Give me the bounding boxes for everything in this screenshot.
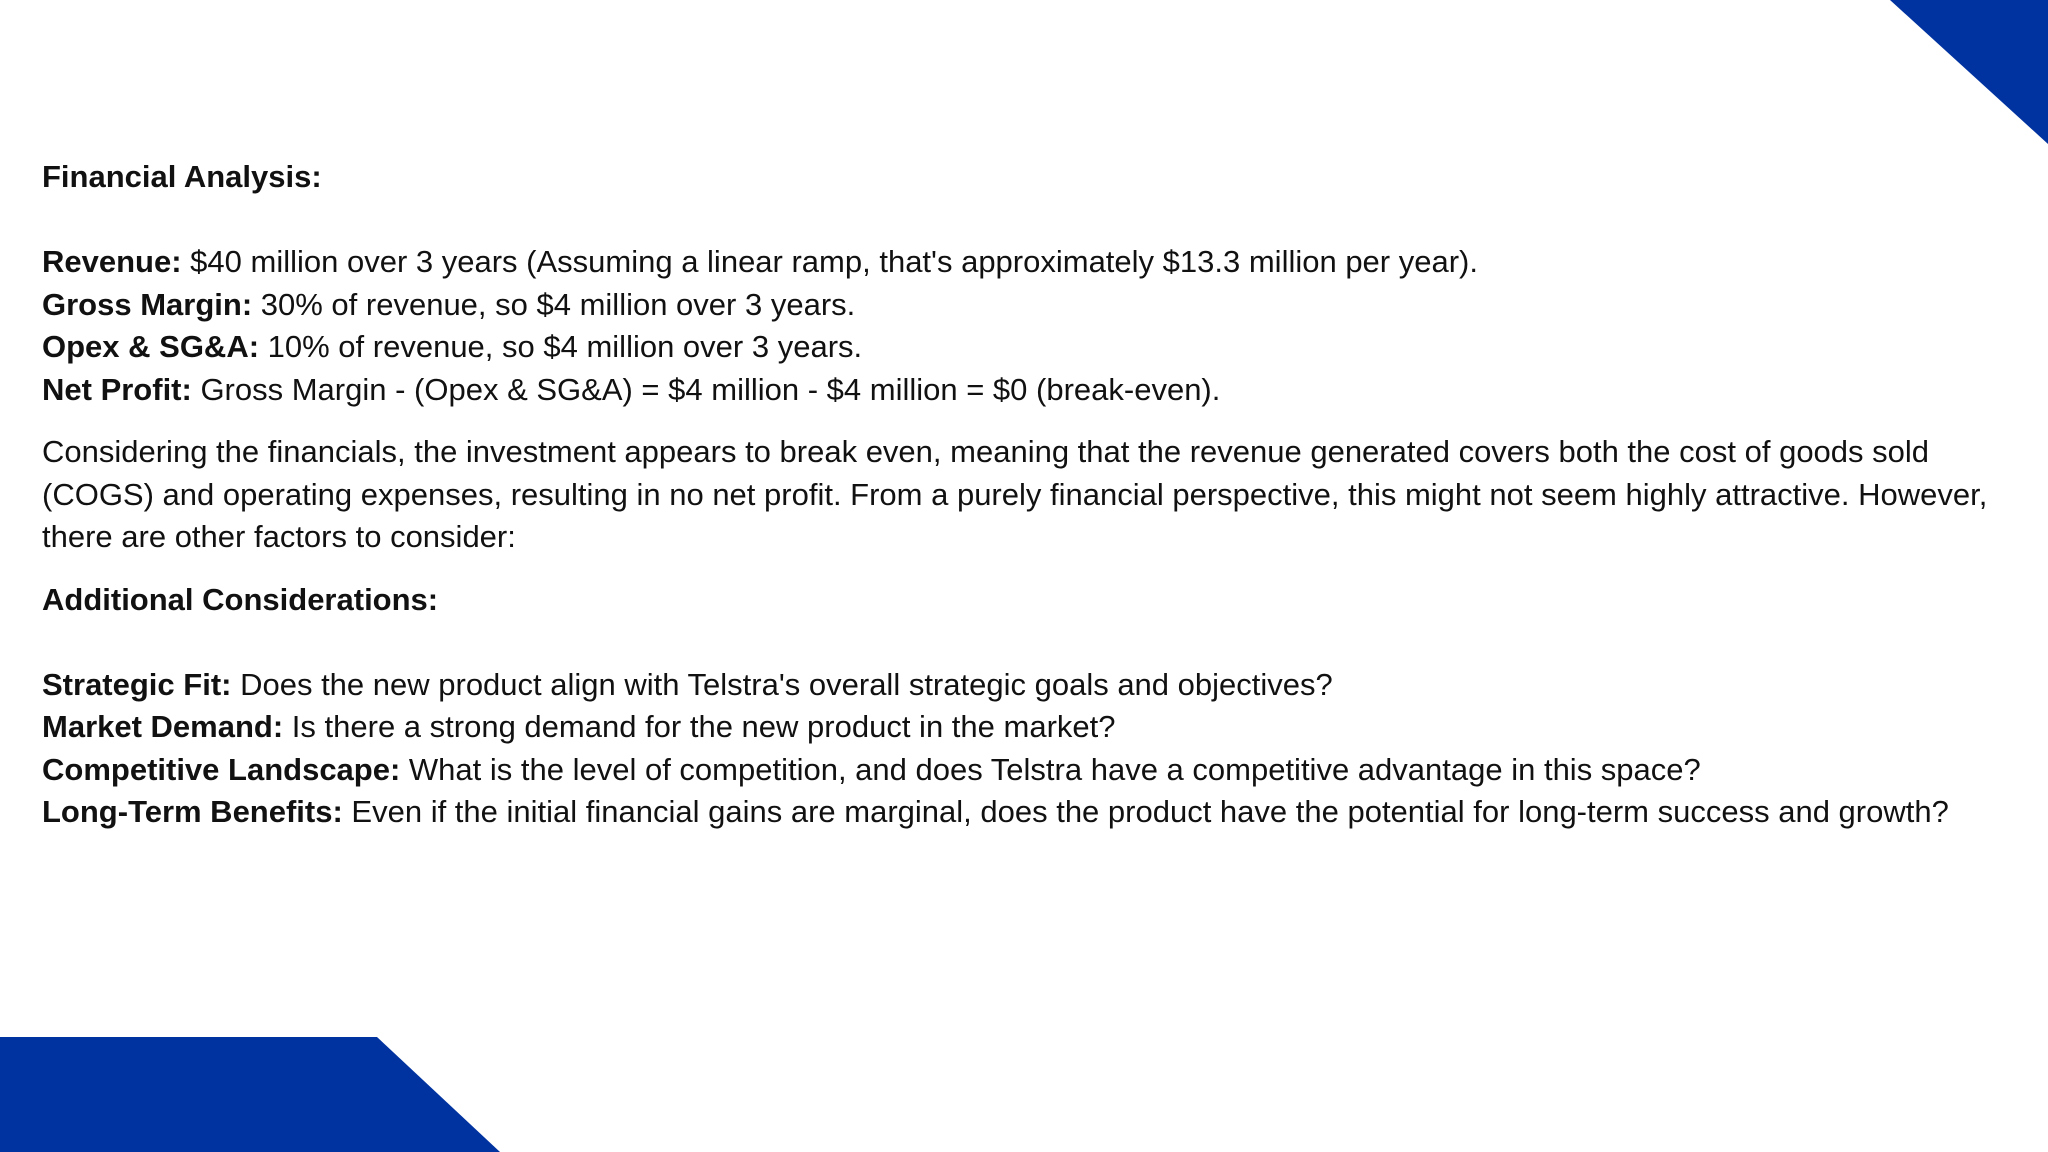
strategic-fit-text: Does the new product align with Telstra's overall strategic goals and objectives?: [231, 666, 1333, 702]
net-profit-line: [42, 369, 2032, 412]
long-term-benefits-label: Long-Term Benefits:: [42, 794, 343, 829]
net-profit-label: Net Profit:: [42, 371, 192, 407]
revenue-text: $40 million over 3 years (Assuming a linear ramp, that's approximately $13.3 million per year).: [181, 244, 1478, 279]
competitive-landscape-label: Competitive Landscape:: [42, 751, 401, 787]
gross-margin-label: Gross Margin:: [42, 286, 253, 322]
competitive-landscape-line: [42, 749, 2032, 792]
long-term-benefits-text: Even if the initial financial gains are marginal, does the product have the potential for long-term success and growth?: [342, 794, 1949, 829]
opex-text: 10% of revenue, so $4 million over 3 years.: [259, 329, 863, 364]
gross-margin-text: 30% of revenue, so $4 million over 3 years.: [252, 286, 856, 322]
market-demand-text: Is there a strong demand for the new product in the market?: [283, 709, 1116, 744]
bottom-left-corner-decoration: [0, 1037, 500, 1152]
strategic-fit-line: [42, 664, 2032, 707]
additional-considerations-heading: Additional Considerations:: [42, 581, 439, 617]
market-demand-label: Market Demand:: [42, 709, 284, 744]
financial-summary-paragraph: Considering the financials, the investment appears to break even, meaning that the revenue generated covers both the cost of goods sold (COGS) and operating expenses, resulting in no net profit. From a purely financial perspective, this might not seem highly attractive. However, there are other factors to consider:: [42, 434, 1988, 554]
market-demand-line: [42, 706, 2032, 749]
long-term-benefits-line: [42, 791, 2032, 834]
opex-label: Opex & SG&A:: [42, 329, 260, 364]
financial-analysis-heading: Financial Analysis:: [42, 159, 322, 194]
competitive-landscape-text: What is the level of competition, and does Telstra have a competitive advantage in this space?: [400, 751, 1701, 787]
opex-line: [42, 326, 2032, 369]
slide-body: [42, 156, 2032, 834]
gross-margin-line: [42, 284, 2032, 327]
net-profit-text: Gross Margin - (Opex & SG&A) = $4 million - $4 million = $0 (break-even).: [191, 371, 1221, 407]
strategic-fit-label: Strategic Fit:: [42, 666, 232, 702]
revenue-label: Revenue:: [42, 244, 182, 279]
top-right-corner-decoration: [1890, 0, 2048, 144]
revenue-line: [42, 241, 2032, 284]
